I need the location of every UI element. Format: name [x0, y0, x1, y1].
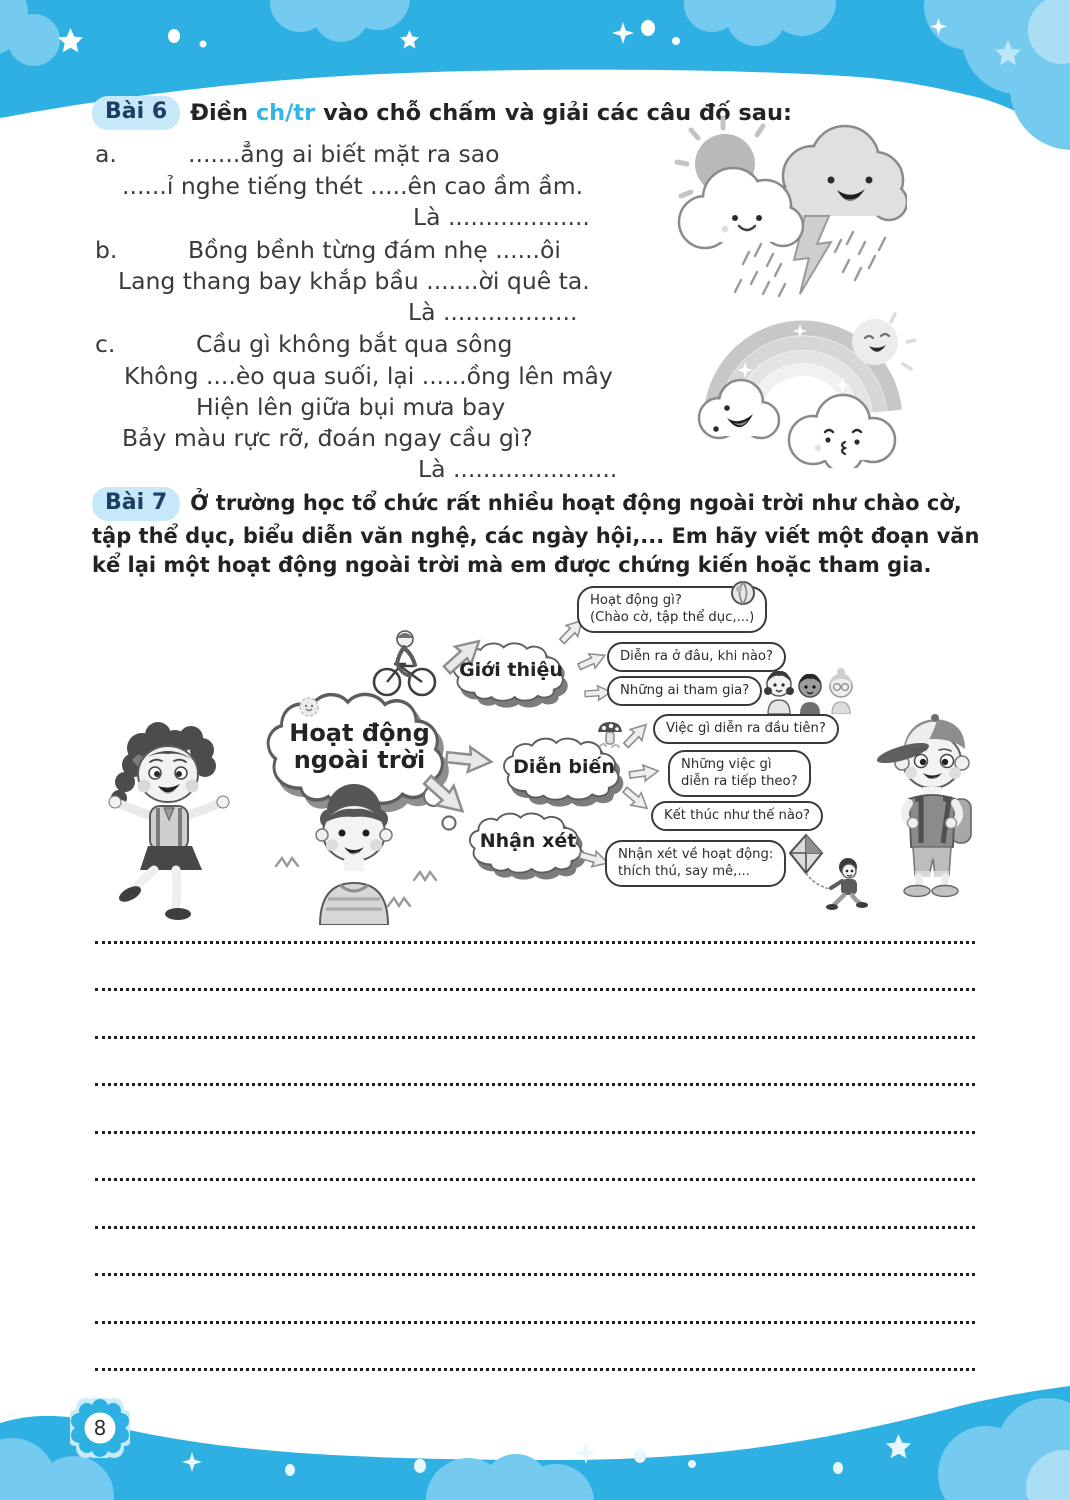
bubble-next-events: Những việc gì diễn ra tiếp theo?	[668, 750, 811, 797]
bubble-what-activity: Hoạt động gì? (Chào cờ, tập thể dục,...)	[577, 586, 767, 633]
riddle-c-label: c.	[95, 330, 116, 358]
arrow-intro-to-bubble2-icon	[574, 645, 611, 676]
writing-line	[95, 1154, 975, 1181]
exercise-6-badge: Bài 6	[92, 96, 180, 130]
beach-ball-icon	[730, 580, 756, 606]
riddle-b-line2: Lang thang bay khắp bầu .......ời quê ta.	[118, 267, 590, 295]
writing-line	[95, 964, 975, 991]
title-pre: Điền	[190, 100, 248, 126]
mindmap-center-label: Hoạt động ngoài trời	[289, 719, 430, 774]
mindmap-center-node	[262, 688, 457, 806]
riddle-c-line2: Không ....èo qua suối, lại ......ồng lên mây	[124, 362, 613, 390]
grass-icon	[274, 856, 300, 868]
riddle-b-line1: Bồng bềnh từng đám nhẹ ......ôi	[188, 236, 561, 264]
writing-line	[95, 917, 975, 944]
page-number-badge	[70, 1398, 130, 1458]
exercise-7-badge: Bài 7	[92, 487, 180, 521]
riddle-a-answer: Là ...................	[413, 203, 590, 231]
exercise-7-prompt: Ở trường học tổ chức rất nhiều hoạt động ngoài trời như chào cờ, tập thể dục, biểu diễn văn nghệ, các ngày hội,... Em hãy viết một đoạn văn kể lại một hoạt động ngoài trời mà em được chứng kiến hoặc tham gia.	[92, 491, 980, 577]
riddle-a-label: a.	[95, 140, 117, 168]
title-post: vào chỗ chấm và giải các câu đố sau:	[323, 100, 792, 126]
riddle-c-line3: Hiện lên giữa bụi mưa bay	[196, 393, 506, 421]
writing-line	[95, 1297, 975, 1324]
branch-events-label: Diễn biến	[513, 756, 615, 779]
riddle-c-line1: Cầu gì không bắt qua sông	[196, 330, 513, 358]
grass-icon	[412, 870, 438, 882]
exercise-7-section	[92, 488, 984, 580]
mindmap-branch-events	[500, 735, 628, 801]
kids-trio-illustration	[762, 664, 856, 714]
bubble-first-event: Việc gì diễn ra đầu tiên?	[653, 714, 839, 744]
bubble-where-when: Diễn ra ở đâu, khi nào?	[607, 642, 786, 672]
mindmap-branch-remark	[466, 810, 590, 874]
riddle-b-label: b.	[95, 236, 118, 264]
riddle-c-answer: Là ......................	[418, 455, 618, 483]
branch-intro-label: Giới thiệu	[459, 659, 563, 682]
mindmap-diagram	[90, 580, 1010, 932]
girl-illustration	[102, 718, 250, 926]
riddle-a-line2: ......ỉ nghe tiếng thét .....ên cao ầm ầm.	[122, 172, 584, 200]
title-highlight: ch/tr	[255, 100, 316, 126]
writing-line	[95, 1344, 975, 1371]
writing-line	[95, 1249, 975, 1276]
riddle-b-answer: Là ..................	[408, 298, 578, 326]
mindmap-branch-intro	[450, 640, 572, 702]
bubble-how-it-ends: Kết thúc như thế nào?	[651, 801, 823, 831]
rainbow-clouds-illustration	[685, 290, 917, 468]
riddle-c-line4: Bảy màu rực rỡ, đoán ngay cầu gì?	[122, 424, 533, 452]
kite-boy-illustration	[786, 833, 884, 911]
writing-line	[95, 1107, 975, 1134]
bubble-who-participates: Những ai tham gia?	[607, 676, 762, 706]
writing-line	[95, 1012, 975, 1039]
cap-boy-illustration	[873, 703, 991, 899]
writing-line	[95, 1202, 975, 1229]
page-number: 8	[93, 1416, 107, 1440]
grass-icon	[386, 896, 412, 908]
riddle-a-line1: .......ẳng ai biết mặt ra sao	[188, 140, 500, 168]
bottom-wave-border	[0, 1370, 1070, 1500]
bubble-remark: Nhận xét về hoạt động: thích thú, say mê,...	[605, 840, 786, 887]
writing-line	[95, 1059, 975, 1086]
weather-clouds-illustration	[645, 112, 907, 304]
branch-remark-label: Nhận xét	[479, 830, 577, 853]
